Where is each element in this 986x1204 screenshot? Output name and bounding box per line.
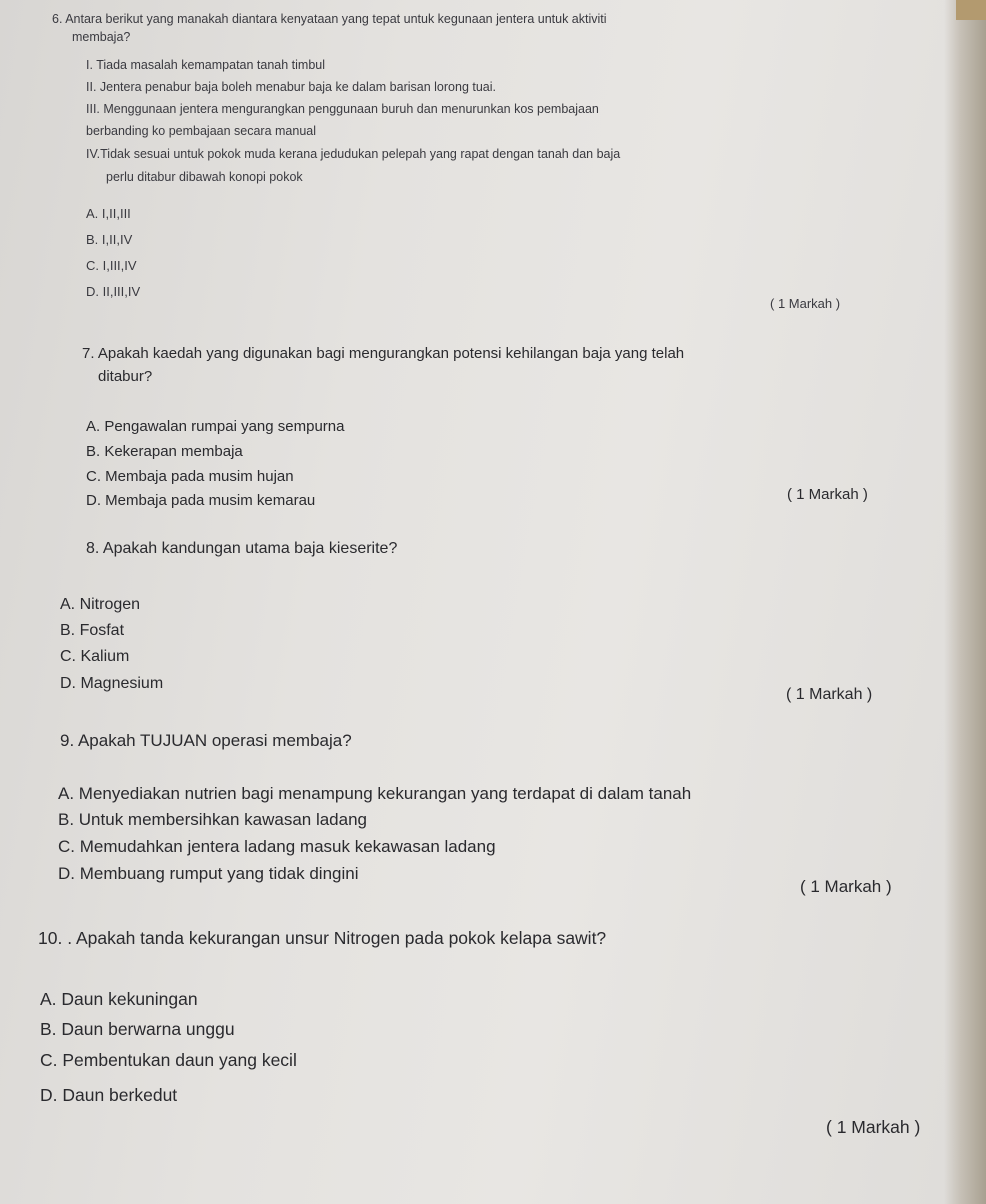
marks-label: ( 1 Markah ) — [787, 486, 868, 503]
option-a: A. Nitrogen — [60, 596, 141, 613]
question-stem-cont: membaja? — [72, 30, 131, 44]
question-stem: 6. Antara berikut yang manakah diantara kenyataan yang tepat untuk kegunaan jentera untuk aktiviti — [52, 12, 607, 26]
marks-label: ( 1 Markah ) — [826, 1117, 921, 1137]
question-stem: 7. Apakah kaedah yang digunakan bagi mengurangkan potensi kehilangan baja yang telah — [82, 345, 685, 362]
question-stem: 10. . Apakah tanda kekurangan unsur Nitrogen pada pokok kelapa sawit? — [38, 928, 607, 948]
statement-2: II. Jentera penabur baja boleh menabur baja ke dalam barisan lorong tuai. — [86, 80, 496, 94]
option-b: B. I,II,IV — [86, 232, 133, 247]
statement-4-cont: perlu ditabur dibawah konopi pokok — [106, 170, 303, 184]
marks-label: ( 1 Markah ) — [786, 686, 873, 703]
question-stem-cont: ditabur? — [98, 368, 153, 385]
option-a: A. I,II,III — [86, 206, 131, 221]
option-c: C. Membaja pada musim hujan — [86, 468, 294, 485]
question-stem: 8. Apakah kandungan utama baja kieserite? — [86, 540, 398, 557]
option-d: D. Membuang rumput yang tidak dingini — [58, 864, 359, 883]
page-edge-shadow — [944, 0, 986, 1204]
page-edge-wood — [956, 0, 986, 20]
option-d: D. Membaja pada musim kemarau — [86, 492, 316, 509]
option-c: C. Pembentukan daun yang kecil — [40, 1050, 297, 1070]
statement-4: IV.Tidak sesuai untuk pokok muda kerana jedudukan pelepah yang rapat dengan tanah dan baja — [86, 147, 621, 161]
option-a: A. Daun kekuningan — [40, 989, 198, 1009]
marks-label: ( 1 Markah ) — [770, 296, 841, 311]
option-c: C. Memudahkan jentera ladang masuk kekawasan ladang — [58, 837, 496, 856]
option-d: D. II,III,IV — [86, 284, 141, 299]
statement-3: III. Menggunaan jentera mengurangkan penggunaan buruh dan menurunkan kos pembajaan — [86, 102, 599, 116]
marks-label: ( 1 Markah ) — [800, 877, 892, 896]
option-b: B. Untuk membersihkan kawasan ladang — [58, 810, 367, 829]
question-stem: 9. Apakah TUJUAN operasi membaja? — [60, 731, 352, 750]
option-c: C. Kalium — [60, 648, 130, 665]
option-d: D. Daun berkedut — [40, 1085, 178, 1105]
option-b: B. Kekerapan membaja — [86, 443, 243, 460]
option-d: D. Magnesium — [60, 675, 164, 692]
option-b: B. Fosfat — [60, 622, 125, 639]
statement-3-cont: berbanding ko pembajaan secara manual — [86, 124, 317, 138]
statement-1: I. Tiada masalah kemampatan tanah timbul — [86, 58, 326, 72]
option-c: C. I,III,IV — [86, 258, 137, 273]
option-a: A. Menyediakan nutrien bagi menampung kekurangan yang terdapat di dalam tanah — [58, 784, 692, 803]
option-a: A. Pengawalan rumpai yang sempurna — [86, 418, 345, 435]
option-b: B. Daun berwarna unggu — [40, 1019, 235, 1039]
